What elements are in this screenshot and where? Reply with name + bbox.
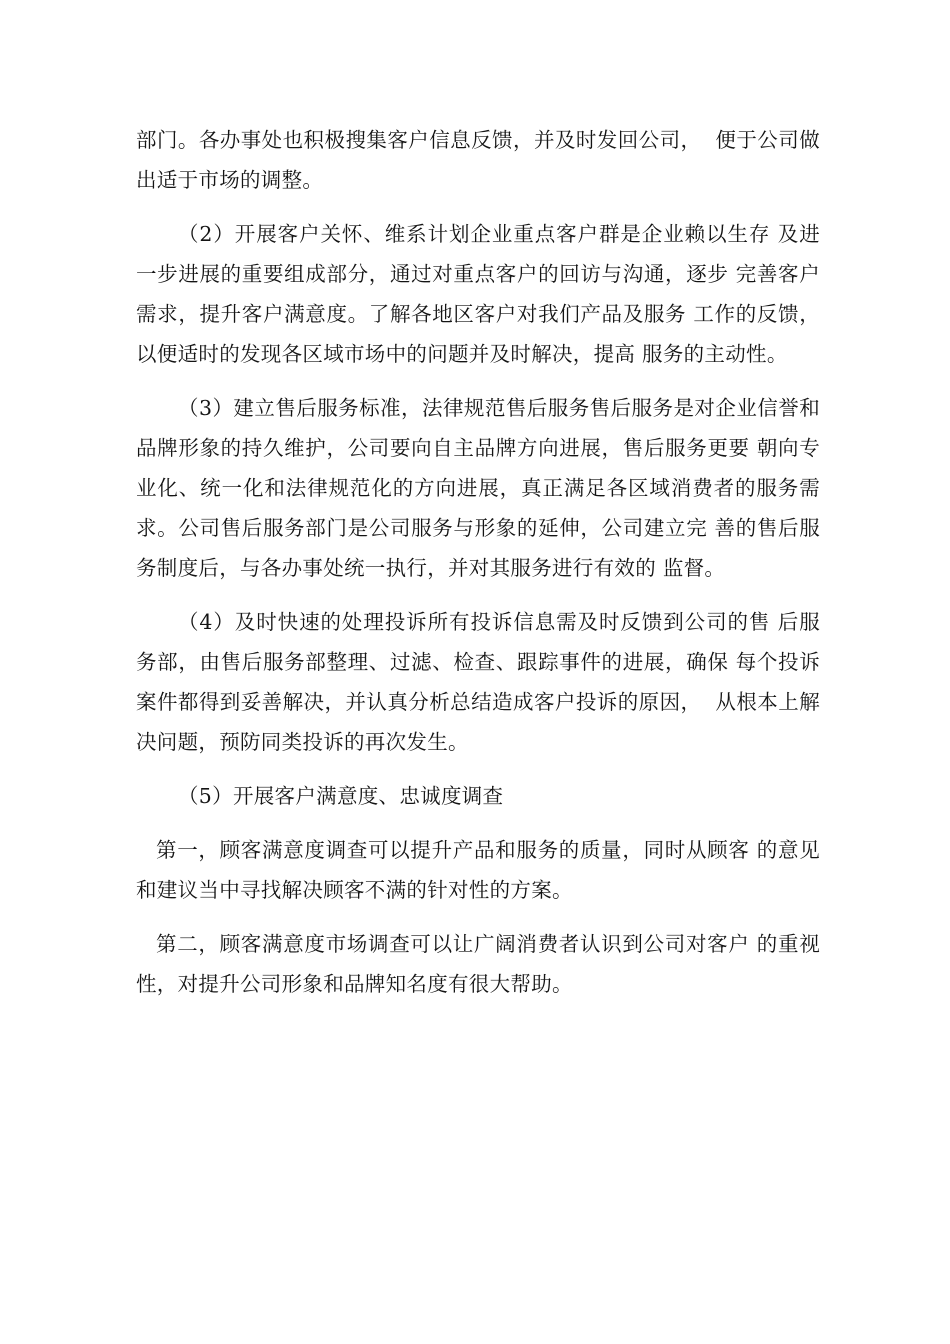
paragraph-continuation: 部门。各办事处也积极搜集客户信息反馈，并及时发回公司， 便于公司做出适于市场的调整。 — [136, 128, 820, 192]
paragraph-item-4: （4）及时快速的处理投诉所有投诉信息需及时反馈到公司的售 后服务部，由售后服务部整理、过滤、检查、跟踪事件的进展，确保 每个投诉案件都得到妥善解决，并认真分析总结造成客户投诉的原因， 从根本上解决问题，预防同类投诉的再次发生。 — [136, 610, 820, 754]
paragraph-first-point: 第一，顾客满意度调查可以提升产品和服务的质量，同时从顾客 的意见和建议当中寻找解决顾客不满的针对性的方案。 — [136, 838, 820, 902]
document-body — [136, 120, 820, 1018]
paragraph-item-2: （2）开展客户关怀、维系计划企业重点客户群是企业赖以生存 及进一步进展的重要组成部分，通过对重点客户的回访与沟通，逐步 完善客户需求，提升客户满意度。了解各地区客户对我们产品及服务 工作的反馈，以便适时的发现各区域市场中的问题并及时解决，提高 服务的主动性。 — [136, 222, 820, 366]
paragraph-second-point: 第二，顾客满意度市场调查可以让广阔消费者认识到公司对客户 的重视性，对提升公司形象和品牌知名度有很大帮助。 — [136, 932, 820, 996]
paragraph-item-5-heading: （5）开展客户满意度、忠诚度调查 — [178, 784, 504, 808]
paragraph-item-3: （3）建立售后服务标准，法律规范售后服务售后服务是对企业信誉和品牌形象的持久维护，公司要向自主品牌方向进展，售后服务更要 朝向专业化、统一化和法律规范化的方向进展，真正满足各区域消费者的服务需求。公司售后服务部门是公司服务与形象的延伸，公司建立完 善的售后服务制度后，与各办事处统一执行，并对其服务进行有效的 监督。 — [136, 396, 820, 580]
